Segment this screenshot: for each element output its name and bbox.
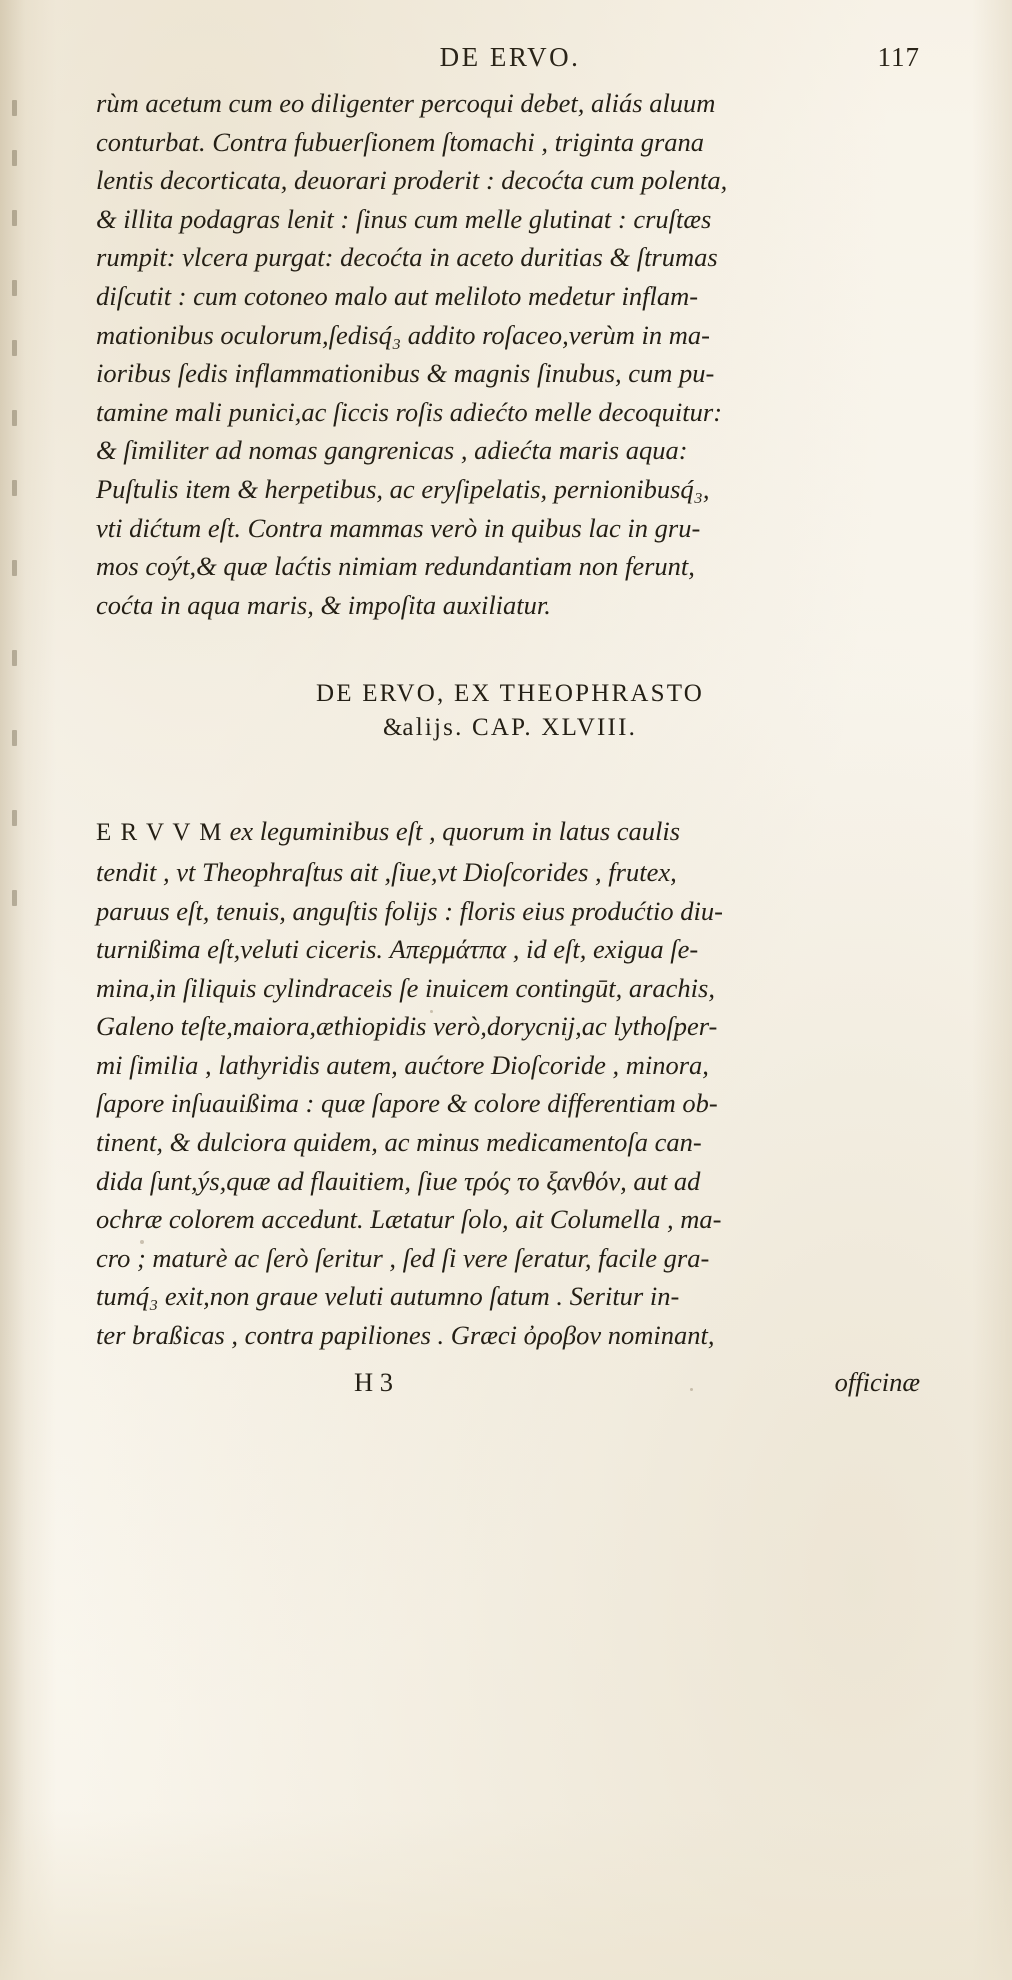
text-line: tumq́₃ exit,non graue veluti autumno ſatum . Seritur in- (96, 1281, 680, 1312)
text-line: ter braßicas , contra papiliones . Græci ὀροβον nominant, (96, 1320, 715, 1351)
text-line: rumpit: vlcera purgat: decoćta in aceto duritias & ſtrumas (96, 242, 718, 273)
chapter-heading (96, 680, 924, 742)
chapter-heading-line1: DE ERVO, EX THEOPHRASTO (316, 680, 704, 708)
text-line: diſcutit : cum cotoneo malo aut meliloto medetur inflam- (96, 280, 699, 311)
text-line: tinent, & dulciora quidem, ac minus medicamentoſa can- (96, 1127, 702, 1158)
text-line: vti dićtum eſt. Contra mammas verò in quibus lac in gru- (96, 512, 701, 543)
running-title: DE ERVO. (439, 42, 581, 72)
opening-smallcaps: E R V V M (96, 819, 223, 847)
body-paragraph-de-ervo (96, 812, 924, 1354)
text-line: mos coýt,& quæ laćtis nimiam redundantiam non ferunt, (96, 551, 695, 582)
text-line: & illita podagras lenit : ſinus cum melle glutinat : cruſtæs (96, 203, 712, 234)
page-content (96, 42, 924, 1407)
text-line: conturbat. Contra fubuerſionem ſtomachi , triginta grana (96, 126, 705, 157)
text-line-rest: ex leguminibus eſt , quorum in latus caulis (222, 816, 681, 847)
page-edge-shadow (972, 0, 1012, 1980)
chapter-heading-line2 (96, 714, 924, 742)
page-header (96, 42, 924, 82)
text-line: tendit , vt Theophraſtus ait ,ſiue,vt Dioſcorides , frutex, (96, 856, 677, 887)
text-line: tamine mali punici,ac ſiccis roſis adiećto melle decoquitur: (96, 396, 723, 427)
text-line: mationibus oculorum,ſedisq́₃ addito roſaceo,verùm in ma- (96, 319, 710, 350)
text-line: ſapore inſuauißima : quæ ſapore & colore differentiam ob- (96, 1088, 718, 1119)
text-line: mina,in ſiliquis cylindraceis ſe inuicem contingūt, arachis, (96, 972, 715, 1003)
text-line: turnißima eſt,veluti ciceris. Απερμάτπα , id eſt, exigua ſe- (96, 934, 699, 965)
text-line: cro ; maturè ac ſerò ſeritur , ſed ſi vere ſeratur, facile gra- (96, 1242, 710, 1273)
text-line: & ſimiliter ad nomas gangrenicas , adiećta maris aqua: (96, 435, 688, 466)
text-line: dida ſunt,ýs,quæ ad flauitiem, ſiue τρός το ξανθόν, aut ad (96, 1165, 701, 1196)
page-bottom-shadow (0, 1810, 1012, 1980)
ampersand-glyph: & (382, 714, 403, 742)
chapter-heading-line2-rest: alijs. CAP. XLVIII. (402, 714, 638, 742)
text-line: paruus eſt, tenuis, anguſtis folijs : floris eius produćtio diu- (96, 895, 723, 926)
text-line: Puſtulis item & herpetibus, ac eryſipelatis, pernionibusq́₃, (96, 473, 710, 504)
text-line: Galeno teſte,maiora,æthiopidis verò,dorycnij,ac lythoſper- (96, 1011, 718, 1042)
folio-number: 117 (877, 42, 920, 72)
margin-marks (12, 90, 32, 1140)
text-line: mi ſimilia , lathyridis autem, aućtore Dioſcoride , minora, (96, 1049, 709, 1080)
page-footer (96, 1367, 924, 1407)
text-line: ioribus ſedis inflammationibus & magnis ſinubus, cum pu- (96, 358, 715, 389)
signature-mark: H 3 (354, 1366, 394, 1397)
text-line: lentis decorticata, deuorari proderit : decoćta cum polenta, (96, 165, 728, 196)
text-line: rùm acetum cum eo diligenter percoqui debet, aliás aluum (96, 88, 716, 118)
text-line (96, 812, 924, 853)
catchword: officinæ (834, 1366, 920, 1397)
text-line: ochræ colorem accedunt. Lætatur ſolo, ait Columella , ma- (96, 1204, 722, 1235)
text-line: coćta in aqua maris, & impoſita auxiliatur. (96, 589, 551, 620)
page-gutter-shadow (0, 0, 56, 1980)
body-paragraph-ervum-continued (96, 84, 924, 624)
